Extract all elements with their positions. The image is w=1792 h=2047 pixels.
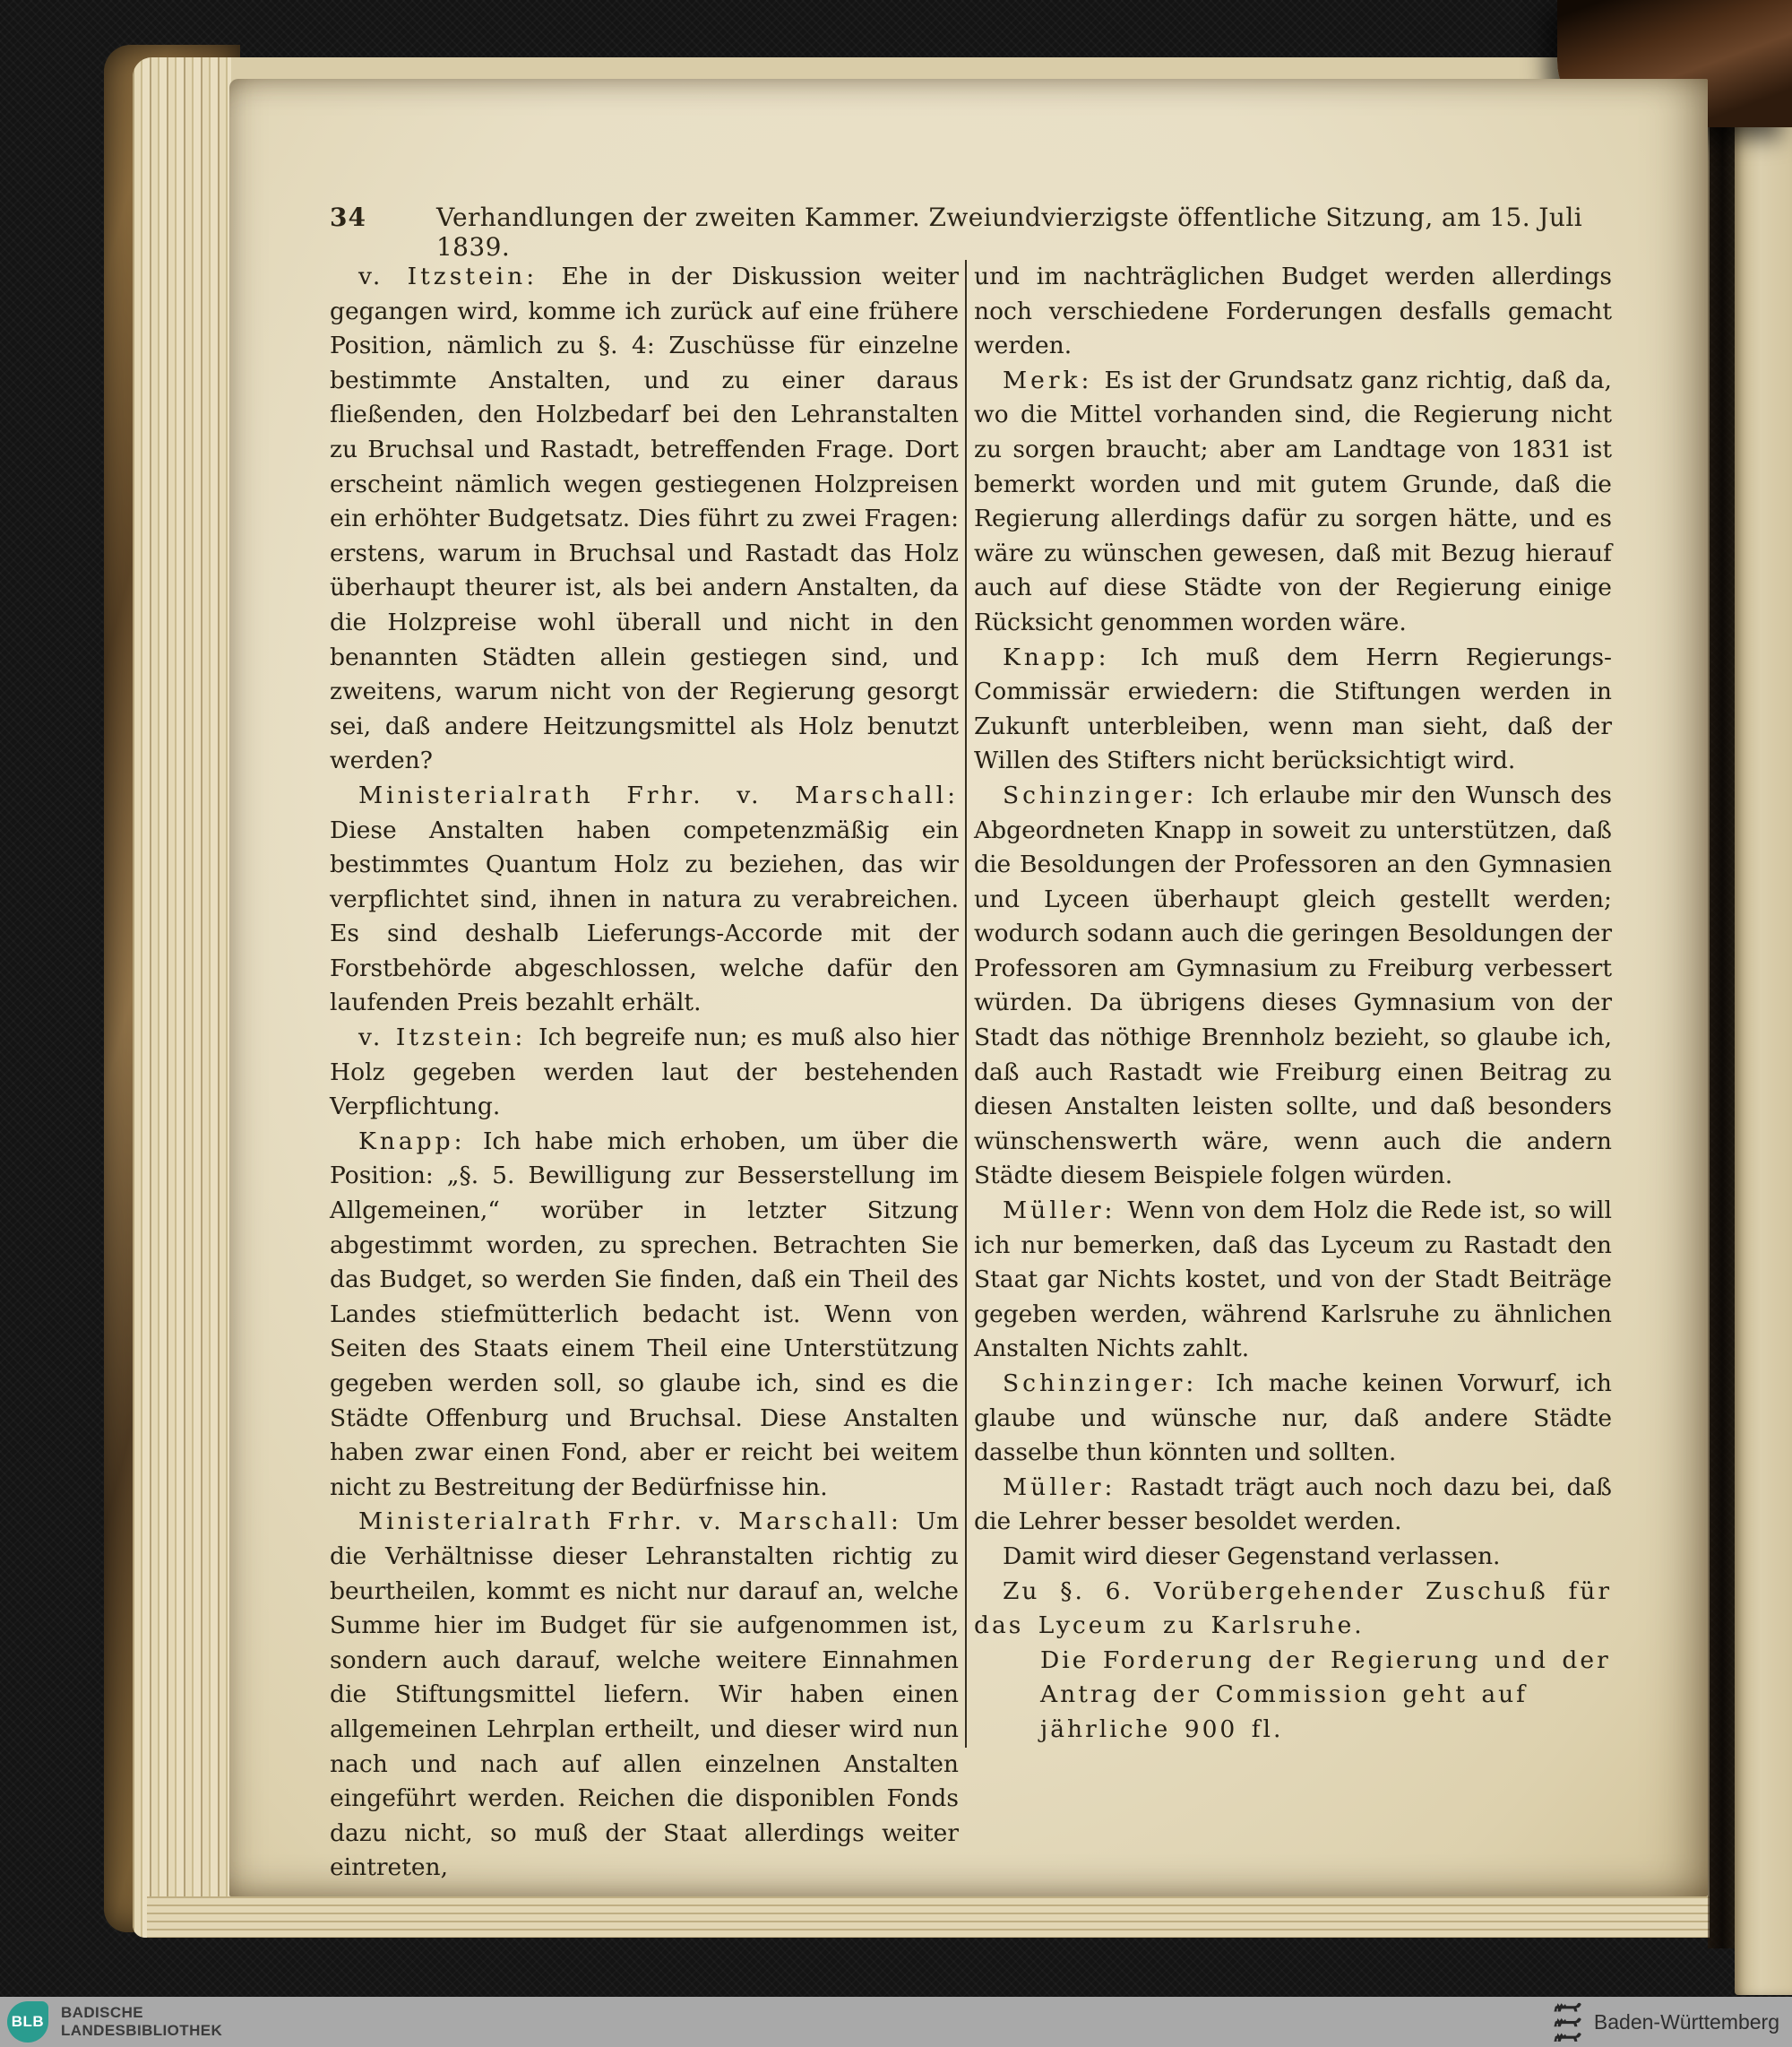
speech-text: Damit wird dieser Gegenstand verlassen. [1003, 1542, 1501, 1570]
speaker-name: Ministerialrath Frhr. v. Marschall: [358, 781, 959, 809]
speech-text: Wenn von dem Holz die Rede ist, so will ich nur bemerken, daß das Lyceum zu Rastadt den Staat gar Nichts kostet, und von der Stadt Beiträge gegeben werden, während Karlsruhe zu ähnlichen Anstalten Nichts zahlt. [974, 1196, 1612, 1363]
speaker-name: Ministerialrath Frhr. v. Marschall: [358, 1507, 917, 1536]
section-heading-text: Zu §. 6. Vorübergehender Zuschuß für das Lyceum zu Karlsruhe. [974, 1576, 1612, 1640]
motion-summary-text: Die Forderung der Regierung und der Antrag der Commission geht auf jährliche 900 fl. [1040, 1645, 1611, 1743]
motion-summary [1040, 1644, 1612, 1748]
speaker-name: Knapp: [1003, 643, 1141, 671]
page-stack-bottom-edges [147, 1896, 1710, 1938]
speaker-name: Müller: [1003, 1473, 1131, 1501]
speech-text: Ich begreife nun; es muß also hier Holz gegeben werden laut der bestehenden Verpflichtung. [330, 1024, 960, 1121]
text-columns [330, 260, 1616, 1886]
state-brand [1551, 2000, 1779, 2043]
page-stack-left-edges [133, 57, 231, 1938]
speaker-name: Merk: [1003, 366, 1105, 394]
speech-paragraph [330, 1021, 959, 1125]
state-name: Baden-Württemberg [1593, 2009, 1779, 2034]
procedural-note [974, 1540, 1612, 1575]
speech-paragraph [974, 1367, 1612, 1471]
scanned-page [229, 79, 1708, 1896]
speech-text: Rastadt trägt auch noch dazu bei, daß die Lehrer besser besoldet werden. [974, 1473, 1613, 1536]
speech-paragraph [974, 364, 1612, 641]
speaker-name: Schinzinger: [1003, 781, 1211, 809]
speech-text: Es ist der Grundsatz ganz richtig, daß da, wo die Mittel vorhanden sind, die Regierung nicht zu sorgen braucht; aber am Landtage von 1831 ist bemerkt worden und mit gutem Grunde, daß die Regierung allerdings dafür zu sorgen hätte, und es wäre zu wünschen gewesen, daß mit Bezug hierauf auch auf diese Städte von der Regierung einige Rücksicht genommen worden wäre. [974, 366, 1612, 636]
library-name [61, 2004, 222, 2040]
speech-text: Ich mache keinen Vorwurf, ich glaube und wünsche nur, daß andere Städte dasselbe thun könnten und sollten. [974, 1369, 1612, 1467]
speaker-name: v. Itzstein: [358, 1024, 538, 1052]
viewer-footer-bar [0, 1997, 1792, 2047]
speech-text: Ich erlaube mir den Wunsch des Abgeordneten Knapp in soweit zu unterstützen, daß die Besoldungen der Professoren an den Gymnasien und Lyceen überhaupt gleich gestellt werden; wodurch sodann auch die geringen Besoldungen der Professoren am Gymnasium zu Freiburg verbessert würden. Da übrigens dieses Gymnasium von der Stadt das nöthige Brennholz bezieht, so glaube ich, daß auch Rastadt wie Freiburg einen Beitrag zu diesen Anstalten leisten sollte, und daß besonders wünschenswerth wäre, wenn auch die andern Städte diesem Beispiele folgen würden. [974, 781, 1612, 1190]
library-name-line1: BADISCHE [61, 2004, 143, 2021]
speaker-name: Schinzinger: [1003, 1369, 1216, 1397]
running-header [330, 203, 1613, 262]
blb-logo [7, 2001, 48, 2043]
book-gutter-shadow [1708, 75, 1735, 1948]
speech-text: Ehe in der Diskussion weiter gegangen wird, komme ich zurück auf eine frühere Position, nämlich zu §. 4: Zuschüsse für einzelne bestimmte Anstalten, und zu einer daraus fließenden, den Holzbedarf bei den Lehranstalten zu Bruchsal und Rastadt, betreffenden Frage. Dort erscheint nämlich wegen gestiegenen Holzpreisen ein erhöhter Budgetsatz. Dies führt zu zwei Fragen: erstens, warum in Bruchsal und Rastadt das Holz überhaupt theurer ist, als bei andern Anstalten, da die Holzpreise wohl überall und nicht in den benannten Städten allein gestiegen sind, und zweitens, warum nicht von der Regierung gesorgt sei, daß andere Heitzungsmittel als Holz benutzt werden? [330, 263, 959, 775]
speech-text: Diese Anstalten haben competenzmäßig ein bestimmtes Quantum Holz zu beziehen, das wir verpflichtet sind, ihnen in natura zu verabreichen. Es sind deshalb Lieferungs-Accorde mit der Forstbehörde abgeschlossen, welche dafür den laufenden Preis bezahlt erhält. [330, 816, 959, 1017]
speaker-name: v. Itzstein: [358, 263, 562, 290]
running-title: Verhandlungen der zweiten Kammer. Zweiundvierzigste öffentliche Sitzung, am 15. Juli 1839. [435, 203, 1583, 262]
speaker-name: Müller: [1003, 1196, 1128, 1225]
speech-paragraph [330, 260, 959, 779]
section-heading [974, 1575, 1612, 1644]
column-left [330, 260, 959, 1886]
speech-text: Ich habe mich erhoben, um über die Position: „§. 5. Bewilligung zur Besserstellung im Allgemeinen,“ worüber in letzter Sitzung abgestimmt worden, zu sprechen. Betrachten Sie das Budget, so werden Sie finden, daß ein Theil des Landes stiefmütterlich bedacht ist. Wenn von Seiten des Staats einem Theil eine Unterstützung gegeben werden soll, so glaube ich, sind es die Städte Offenburg und Bruchsal. Diese Anstalten haben zwar einen Fond, aber er reicht bei weitem nicht zu Bestreitung der Bedürfnisse hin. [330, 1127, 959, 1501]
column-right [965, 260, 1612, 1748]
speech-paragraph [974, 1471, 1612, 1540]
speech-text: Ich muß dem Herrn Regierungs-Commissär erwiedern: die Stiftungen werden in Zukunft unterbleiben, wenn man sieht, daß der Willen des Stifters nicht berücksichtigt wird. [974, 643, 1612, 775]
speaker-name: Knapp: [358, 1127, 483, 1155]
speech-text: Um die Verhältnisse dieser Lehranstalten richtig zu beurtheilen, kommt es nicht nur darauf an, welche Summe hier im Budget für sie aufgenommen ist, sondern auch darauf, welche weitere Einnahmen die Stiftungsmittel liefern. Wir haben einen allgemeinen Lehrplan ertheilt, und dieser wird nun nach und nach auf allen einzelnen Anstalten eingeführt werden. Reichen die disponiblen Fonds dazu nicht, so muß der Staat allerdings weiter eintreten, [330, 1507, 959, 1882]
blb-logo-text: BLB [11, 2013, 45, 2030]
baden-wuerttemberg-coat-of-arms-icon [1551, 2000, 1583, 2043]
library-name-line2: LANDESBIBLIOTHEK [61, 2022, 223, 2039]
speech-paragraph [330, 1505, 959, 1886]
speech-paragraph [330, 779, 959, 1021]
speech-paragraph [974, 779, 1612, 1194]
speech-paragraph [974, 260, 1612, 364]
page-number: 34 [330, 203, 366, 232]
speech-text: und im nachträglichen Budget werden allerdings noch verschiedene Forderungen desfalls gemacht werden. [974, 263, 1612, 360]
facing-page-edge [1735, 90, 1792, 1995]
speech-paragraph [330, 1125, 959, 1506]
speech-paragraph [974, 1194, 1612, 1367]
speech-paragraph [974, 641, 1612, 779]
